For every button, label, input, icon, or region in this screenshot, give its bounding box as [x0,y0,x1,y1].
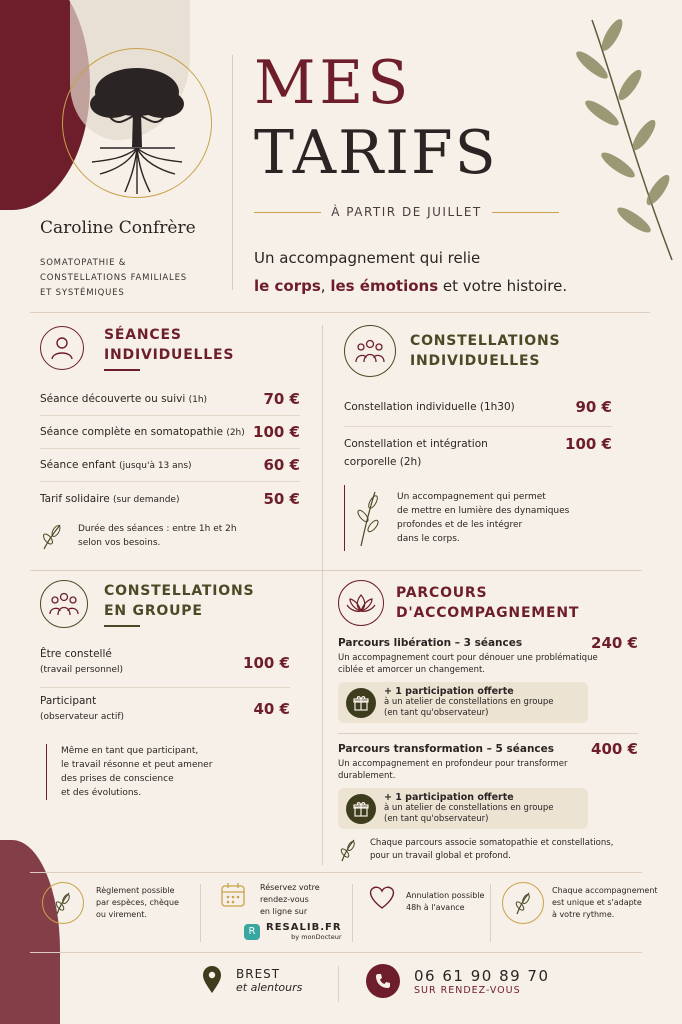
price-row [40,416,300,449]
unique-info [502,882,658,924]
info-divider [352,884,353,942]
gift-icon [346,688,376,718]
group-icon [40,580,88,628]
label-small: (1h) [188,395,208,405]
seances-card [40,325,300,551]
subtitle-line: CONSTELLATIONS FAMILIALES [40,273,187,283]
note-line: selon vos besoins. [78,538,161,548]
area: et alentours [236,980,303,994]
header-divider [232,55,233,290]
note-line: Un accompagnement qui permet [397,492,546,502]
leaf-branch-icon [572,15,682,265]
constellations-individuelles-card [344,325,612,551]
location [202,966,302,994]
price-row [40,383,300,416]
section-divider [30,570,642,571]
gift-icon [346,794,376,824]
label-text: Constellation et intégration [344,438,488,450]
family-icon [344,325,396,377]
column-divider [322,325,323,865]
label-small: (observateur actif) [40,711,125,722]
start-date [254,205,559,219]
row-label [40,493,179,505]
card-title: D'ACCOMPAGNEMENT [396,605,580,621]
practitioner-subtitle [40,256,187,301]
info-line: Réservez votre [260,883,320,892]
phone-contact[interactable] [366,964,550,998]
note-line: Durée des séances : entre 1h et 2h [78,524,237,534]
gift-box [338,682,588,723]
practitioner-name: Caroline Confrère [40,218,196,238]
page-title-line1: MES [254,48,413,118]
note-line: le travail résonne et peut amener [61,760,213,770]
note-line: et des évolutions. [61,788,142,798]
price: 240 € [591,634,638,652]
price: 400 € [591,740,638,758]
title-underline [104,625,140,627]
section-divider [30,312,650,313]
gift-line: (en tant qu'observateur) [384,814,489,824]
info-line: 48h à l'avance [406,903,465,912]
desc-line: Un accompagnement court pour dénouer une problématique [338,653,598,663]
label-text: Tarif solidaire [40,492,110,505]
info-line: Chaque accompagnement [552,886,658,895]
info-line: par espèces, chèque [96,898,179,907]
page-title-line2: TARIFS [254,118,498,188]
price: 100 € [253,423,300,441]
label-text: Participant [40,694,97,707]
price: 100 € [243,653,290,672]
label-small: (travail personnel) [40,665,124,675]
section-divider [30,952,642,953]
price: 90 € [575,397,612,416]
sprout-icon [40,521,64,551]
label-text: Séance complète en somatopathie [40,426,223,438]
label-text: Être constellé [40,648,112,660]
info-line: Règlement possible [96,886,175,895]
note-line: de mettre en lumière des dynamiques [397,506,570,516]
note-line: des prises de conscience [61,774,174,784]
constellations-groupe-card [40,580,290,800]
tagline-sep: , [320,277,331,295]
gift-line: à un atelier de constellations en groupe [384,803,554,813]
resalib-logo-icon: R [244,924,260,940]
note-line: pour un travail global et profond. [370,851,511,861]
label-text: corporelle (2h) [344,456,422,468]
section-divider [30,872,642,873]
price-row [40,638,290,688]
calendar-icon [220,882,246,908]
card-title: INDIVIDUELLES [410,353,541,369]
contact-divider [338,966,339,1002]
label-small: (jusqu'à 13 ans) [119,461,192,471]
card-title: CONSTELLATIONS [104,583,255,599]
info-divider [490,884,491,942]
price-row [344,427,612,477]
person-icon [40,326,84,370]
subtitle-line: SOMATOPATHIE & [40,258,127,268]
label-text: Séance découverte ou suivi [40,393,186,405]
desc-line: Un accompagnement en profondeur pour transformer [338,759,568,769]
label-small: (2h) [226,428,245,438]
sprout-icon [338,837,358,863]
title-underline [104,369,140,371]
label-small: (sur demande) [113,494,180,505]
gift-title: + 1 participation offerte [384,792,514,803]
info-line: rendez-vous [260,895,309,904]
resalib-name: RESALIB.FR [266,922,342,933]
phone-icon [366,964,400,998]
row-label [40,393,207,405]
appointment-note: SUR RENDEZ-VOUS [414,984,521,996]
info-line: ou virement. [96,910,147,919]
divider-line [492,212,559,213]
divider-line [254,212,321,213]
tagline-line1: Un accompagnement qui relie [254,249,481,267]
row-label [344,435,488,471]
row-label [40,459,192,471]
price: 60 € [263,456,300,474]
price: 40 € [253,700,290,718]
row-label: Constellation individuelle (1h30) [344,400,515,413]
info-divider [200,884,201,942]
info-line: à votre rythme. [552,910,615,919]
resalib-link[interactable] [244,922,342,941]
card-title: INDIVIDUELLES [104,347,235,363]
info-line: en ligne sur [260,907,308,916]
info-line: est unique et s'adapte [552,898,642,907]
payment-info [42,882,179,924]
gift-title: + 1 participation offerte [384,686,514,697]
heart-icon [368,884,396,910]
tagline-emphasis: les émotions [330,277,439,295]
price: 50 € [263,489,300,508]
card-title: SÉANCES [104,327,182,343]
phone-number: 06 61 90 89 70 [414,966,550,985]
row-label [40,694,124,725]
price: 100 € [565,435,612,453]
subtitle-line: ET SYSTÉMIQUES [40,288,125,298]
desc-line: ciblée et amorcer un changement. [338,665,486,675]
row-label [40,426,245,438]
lotus-icon [338,580,384,626]
tagline-line2 [254,272,567,300]
card-title: CONSTELLATIONS [410,333,561,349]
cancel-info [368,884,484,914]
tree-logo-icon [80,62,195,197]
burgundy-corner-shape [0,840,60,1024]
gift-line: à un atelier de constellations en groupe [384,697,554,707]
price-row [40,449,300,482]
gift-box [338,788,588,829]
parcours-label: Parcours transformation – 5 séances [338,743,555,755]
note-line: Chaque parcours associe somatopathie et constellations, [370,838,614,848]
note-line: Même en tant que participant, [61,746,199,756]
parcours-label: Parcours libération – 3 séances [338,637,523,649]
tagline-emphasis: le corps [254,277,321,295]
price-row [40,688,290,730]
row-label [40,647,123,678]
leaf-icon [42,882,84,924]
leaf-icon [502,882,544,924]
note-line: profondes et de les intégrer [397,520,523,530]
tagline [254,244,567,300]
card-title: PARCOURS [396,585,488,601]
desc-line: durablement. [338,771,396,781]
city: BREST [236,966,281,981]
label-text: Séance enfant [40,459,116,471]
booking-info [220,882,320,918]
price: 70 € [263,390,300,408]
divider [338,733,638,734]
tagline-end: et votre histoire. [438,277,568,295]
note-line: dans le corps. [397,534,460,544]
start-date-text: À PARTIR DE JUILLET [331,205,482,219]
price-row [40,482,300,515]
card-title: EN GROUPE [104,603,203,619]
sprout-icon [355,488,381,548]
location-pin-icon [202,966,222,994]
info-line: Annulation possible [406,891,485,900]
gift-line: (en tant qu'observateur) [384,708,489,718]
resalib-by: by monDocteur [291,933,342,941]
parcours-card [338,580,638,863]
price-row [344,387,612,427]
